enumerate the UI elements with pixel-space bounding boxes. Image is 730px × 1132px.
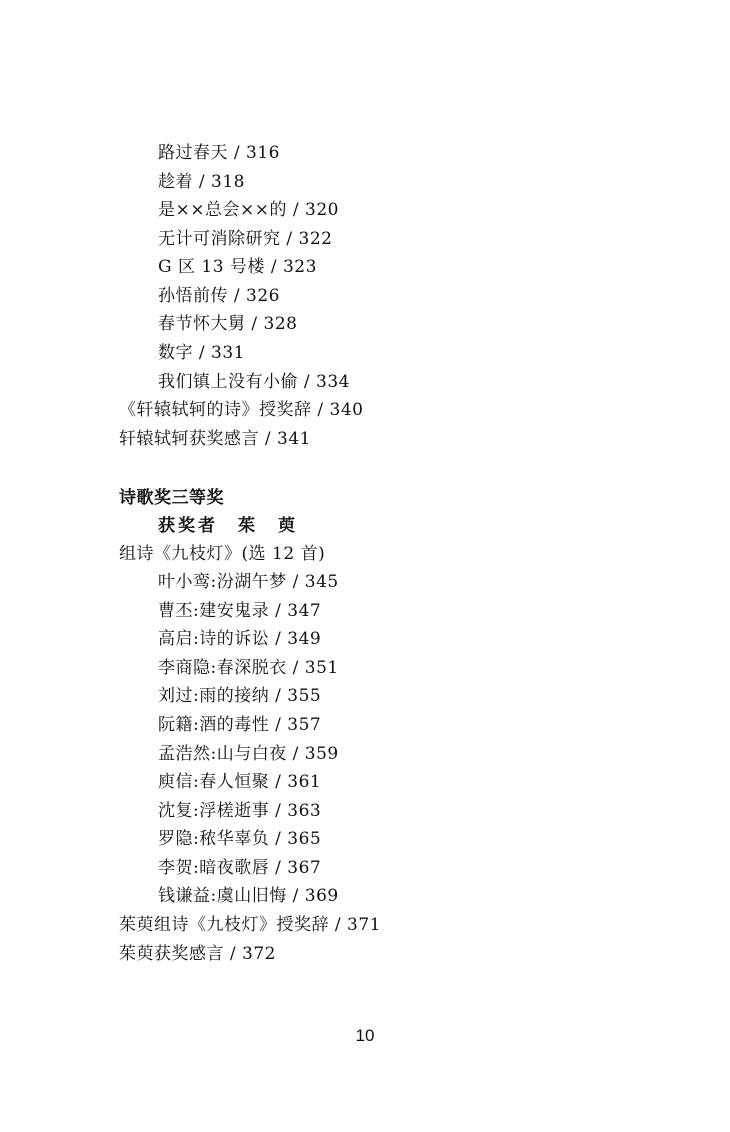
toc-entry: 路过春天 / 316 [158,143,280,163]
toc-entry: 钱谦益:虞山旧悔 / 369 [158,886,339,906]
group-title: 组诗《九枝灯》(选 12 首) [119,544,326,564]
toc-entry: 罗隐:秾华辜负 / 365 [158,829,322,849]
toc-entry-acceptance-speech: 茱萸获奖感言 / 372 [119,944,276,964]
toc-entry-award-speech: 茱萸组诗《九枝灯》授奖辞 / 371 [119,915,381,935]
winner-byline: 获奖者 茱 萸 [158,516,298,536]
toc-entry: 孙悟前传 / 326 [158,286,280,306]
toc-entry: 是××总会××的 / 320 [158,200,339,220]
toc-entry: 孟浩然:山与白夜 / 359 [158,744,339,764]
toc-entry: 趁着 / 318 [158,172,245,192]
toc-entry: 数字 / 331 [158,343,245,363]
toc-entry-acceptance-speech: 轩辕轼轲获奖感言 / 341 [119,429,311,449]
toc-entry: G 区 13 号楼 / 323 [158,257,317,277]
toc-entry-award-speech: 《轩辕轼轲的诗》授奖辞 / 340 [119,400,364,420]
toc-entry: 春节怀大舅 / 328 [158,314,298,334]
toc-entry: 刘过:雨的接纳 / 355 [158,686,322,706]
toc-entry: 高启:诗的诉讼 / 349 [158,629,322,649]
toc-entry: 叶小鸾:汾湖午梦 / 345 [158,572,339,592]
toc-entry: 沈复:浮槎逝事 / 363 [158,801,322,821]
toc-entry: 阮籍:酒的毒性 / 357 [158,715,322,735]
page-number: 10 [355,1026,375,1045]
toc-entry: 无计可消除研究 / 322 [158,229,333,249]
toc-entry: 李贺:暗夜歌唇 / 367 [158,858,322,878]
toc-entry: 庾信:春人恒聚 / 361 [158,772,322,792]
toc-entry: 曹丕:建安鬼录 / 347 [158,601,322,621]
section-title: 诗歌奖三等奖 [119,488,224,508]
toc-entry: 李商隐:春深脱衣 / 351 [158,658,339,678]
toc-entry: 我们镇上没有小偷 / 334 [158,372,350,392]
